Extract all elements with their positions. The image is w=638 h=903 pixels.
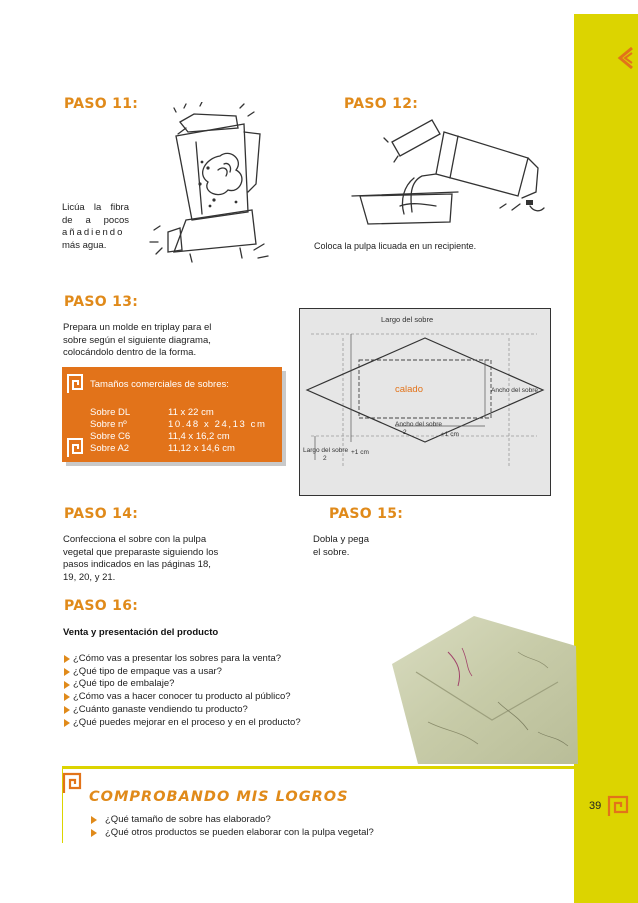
paso11-heading: PASO 11: <box>64 96 139 112</box>
page-number: 39 <box>589 800 602 812</box>
paso14-line: vegetal que preparaste siguiendo los <box>63 546 219 558</box>
paso12-text: Coloca la pulpa licuada en un recipiente. <box>314 241 477 251</box>
paso12-heading: PASO 12: <box>344 96 419 112</box>
paso14-line: 19, 20, y 21. <box>63 571 116 583</box>
paso11-line: añadiendo <box>62 227 125 238</box>
sizes-box-title: Tamaños comerciales de sobres: <box>90 379 229 390</box>
logros-title: COMPROBANDO MIS LOGROS <box>89 789 349 805</box>
size-name: Sobre DL <box>90 407 131 418</box>
question-text: ¿Qué puedes mejorar en el proceso y en el producto? <box>73 716 301 728</box>
size-name: Sobre C6 <box>90 431 131 442</box>
envelope-diagram <box>299 308 551 496</box>
list-item <box>64 691 301 704</box>
bullet-arrow-icon <box>64 668 70 676</box>
paso14-text <box>63 534 239 584</box>
paso11-line: de a pocos <box>62 214 129 226</box>
paso14-heading: PASO 14: <box>64 506 139 522</box>
paso16-heading: PASO 16: <box>64 598 139 614</box>
paso11-line: Licúa la fibra <box>62 202 129 213</box>
size-name: Sobre A2 <box>90 443 130 454</box>
diagram-center-label: calado <box>395 384 423 395</box>
size-row <box>90 431 266 443</box>
bullet-arrow-icon <box>64 681 70 689</box>
question-text: ¿Cuánto ganaste vendiendo tu producto? <box>73 703 248 715</box>
size-name: Sobre nº <box>90 419 127 430</box>
list-item <box>64 666 301 679</box>
paso14-line: pasos indicados en las páginas 18, <box>63 559 211 570</box>
paso13-text <box>63 322 243 360</box>
blender-illustration <box>140 102 275 280</box>
logros-question: ¿Qué tamaño de sobre has elaborado? <box>105 814 271 825</box>
logros-question: ¿Qué otros productos se pueden elaborar con la pulpa vegetal? <box>105 826 374 838</box>
question-text: ¿Qué tipo de empaque vas a usar? <box>73 665 222 677</box>
bullet-arrow-icon <box>91 816 97 824</box>
paso15-line: Dobla y pega <box>313 534 369 545</box>
size-value: 10.48 x 24,13 cm <box>168 419 267 430</box>
diagram-half-width-divisor: 2 <box>403 429 407 436</box>
diagram-one-cm-left: +1 cm <box>351 449 369 456</box>
size-value: 11,12 x 14,6 cm <box>168 443 235 454</box>
bullet-arrow-icon <box>64 693 70 701</box>
bullet-arrow-icon <box>91 829 97 837</box>
size-value: 11,4 x 16,2 cm <box>168 431 230 442</box>
paso13-line: Prepara un molde en triplay para el <box>63 322 212 333</box>
list-item <box>64 704 301 717</box>
size-row <box>90 443 266 455</box>
list-item <box>64 717 301 730</box>
paso15-line: el sobre. <box>313 546 350 558</box>
size-row <box>90 407 266 419</box>
diagram-right-label: Ancho del sobre <box>491 387 538 394</box>
diagram-top-label: Largo del sobre <box>381 315 434 324</box>
paso11-text <box>62 202 129 252</box>
question-text: ¿Qué tipo de embalaje? <box>73 678 175 690</box>
size-row <box>90 419 266 431</box>
logros-box <box>62 769 574 843</box>
corner-ornament-icon <box>612 46 634 70</box>
paso16-subtitle: Venta y presentación del producto <box>63 627 219 638</box>
diagram-length-half-divisor: 2 <box>323 455 327 462</box>
list-item <box>64 678 301 691</box>
paso16-question-list <box>64 653 301 729</box>
paso15-text <box>313 534 369 559</box>
paso13-heading: PASO 13: <box>64 294 139 310</box>
list-item <box>91 814 374 827</box>
diagram-half-width-label: Ancho del sobre <box>395 421 442 428</box>
pouring-illustration <box>340 112 555 230</box>
size-value: 11 x 22 cm <box>168 407 214 418</box>
paso14-line: Confecciona el sobre con la pulpa <box>63 534 207 545</box>
diagram-one-cm-right: +1 cm <box>441 431 459 438</box>
greek-key-icon <box>66 437 84 459</box>
envelope-sizes-box <box>62 367 282 462</box>
paso15-heading: PASO 15: <box>329 506 404 522</box>
greek-key-icon <box>61 771 83 795</box>
bullet-arrow-icon <box>64 706 70 714</box>
diagram-length-half-label: Largo del sobre <box>303 447 349 454</box>
bullet-arrow-icon <box>64 655 70 663</box>
question-text: ¿Cómo vas a hacer conocer tu producto al público? <box>73 691 291 703</box>
paso13-line: colocándolo dentro de la forma. <box>63 347 197 358</box>
right-sidebar <box>574 14 638 903</box>
logros-list <box>91 814 374 839</box>
paso13-line: sobre según el siguiente diagrama, <box>63 334 211 346</box>
handmade-envelope-photo <box>388 612 578 764</box>
question-text: ¿Cómo vas a presentar los sobres para la venta? <box>73 653 282 664</box>
list-item <box>91 827 374 840</box>
sizes-table <box>90 407 266 455</box>
bullet-arrow-icon <box>64 719 70 727</box>
greek-key-icon <box>606 794 630 818</box>
paso11-line: más agua. <box>62 239 107 251</box>
list-item <box>64 653 301 666</box>
greek-key-icon <box>66 373 84 395</box>
